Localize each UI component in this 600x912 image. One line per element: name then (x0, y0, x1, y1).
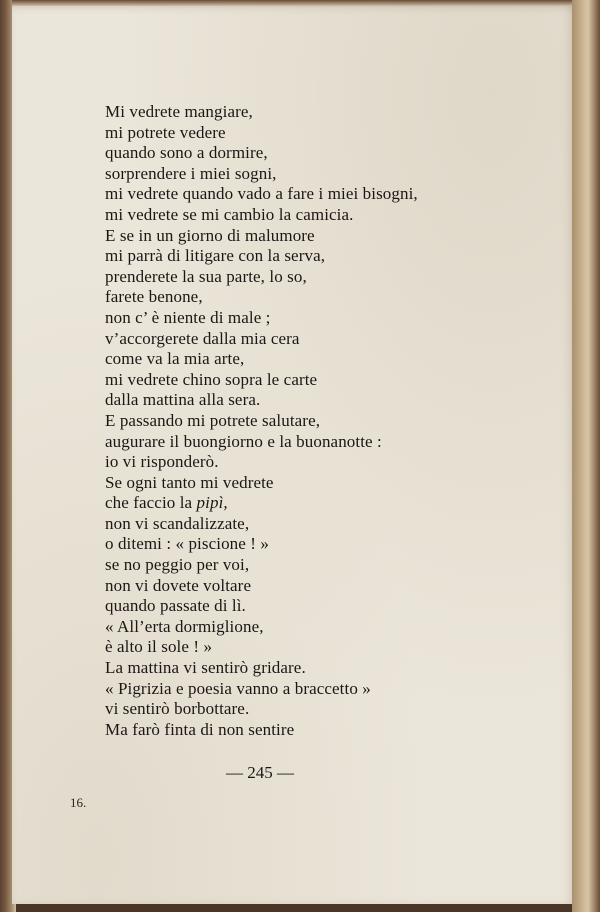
poem-line: mi vedrete quando vado a fare i miei bisogni, (105, 184, 418, 204)
poem-line: vi sentirò borbottare. (105, 699, 250, 719)
poem-line: E passando mi potrete salutare, (105, 410, 321, 430)
poem-line: mi potrete vedere (105, 122, 226, 142)
poem-line: mi vedrete se mi cambio la camicia. (105, 204, 354, 224)
poem-line: prenderete la sua parte, lo so, (105, 266, 307, 286)
poem-line: o ditemi : « piscione ! » (105, 534, 269, 554)
poem-line: non vi dovete voltare (105, 575, 252, 595)
poem-line: v’accorgerete dalla mia cera (105, 328, 300, 348)
poem-line: non c’ è niente di male ; (105, 307, 271, 327)
poem-line: non vi scandalizzate, (105, 513, 250, 533)
poem-line: mi parrà di litigare con la serva, (105, 246, 326, 266)
poem-line: dalla mattina alla sera. (105, 390, 261, 410)
poem-line: Se ogni tanto mi vedrete (105, 472, 274, 492)
poem-line: mi vedrete chino sopra le carte (105, 369, 318, 389)
poem-line: quando sono a dormire, (105, 143, 268, 163)
italic-word: pipì, (196, 493, 228, 513)
poem-line: Mi vedrete mangiare, (105, 102, 253, 121)
poem-line: « All’erta dormiglione, (105, 616, 264, 636)
poem-text (105, 102, 465, 740)
poem-line: è alto il sole ! » (105, 637, 213, 657)
poem-line: E se in un giorno di malumore (105, 225, 315, 245)
signature-mark: 16. (70, 795, 87, 810)
poem-line: quando passate di lì. (105, 596, 246, 616)
poem-line (105, 493, 465, 514)
poem-line-start: che faccio la (105, 493, 193, 513)
poem-line: La mattina vi sentirò gridare. (105, 658, 306, 678)
poem-line: « Pigrizia e poesia vanno a braccetto » (105, 678, 371, 698)
poem-line: come va la mia arte, (105, 349, 245, 369)
poem-line: augurare il buongiorno e la buonanotte : (105, 431, 382, 451)
poem-line: Ma farò finta di non sentire (105, 719, 295, 739)
page-number: — 245 — (226, 763, 294, 782)
poem-line: io vi risponderò. (105, 452, 219, 472)
right-page-edge (572, 0, 600, 912)
poem-line: farete benone, (105, 287, 203, 307)
top-page-edge (12, 0, 578, 6)
poem-line: sorprendere i miei sogni, (105, 163, 277, 183)
poem-line: se no peggio per voi, (105, 555, 250, 575)
